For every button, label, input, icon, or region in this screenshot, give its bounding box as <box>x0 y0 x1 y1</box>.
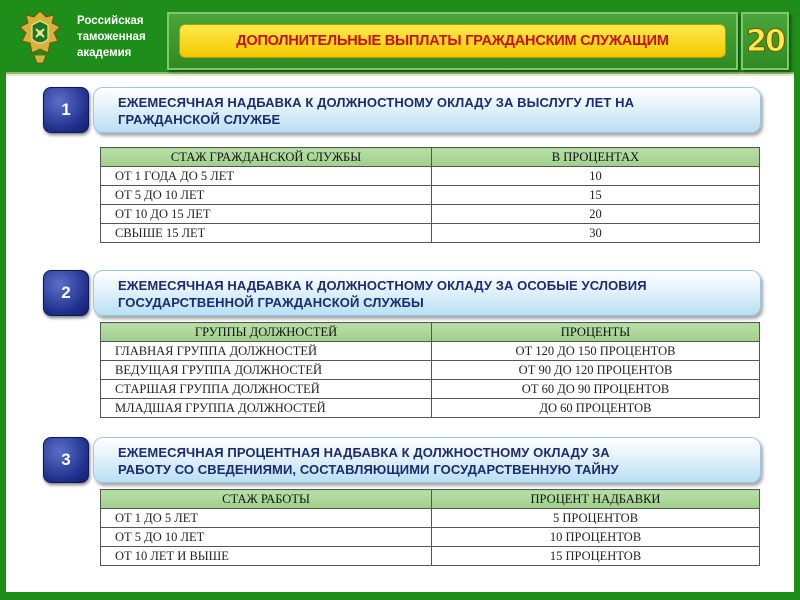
table-cell: ОТ 10 ДО 15 ЛЕТ <box>101 205 432 224</box>
right-border <box>794 74 800 600</box>
organization-name-line: таможенная <box>77 31 146 43</box>
table-cell: ДО 60 ПРОЦЕНТОВ <box>432 399 760 418</box>
table-cell: ОТ 1 ДО 5 ЛЕТ <box>101 509 432 528</box>
slide-number: 20 <box>746 23 784 59</box>
position-groups-table <box>100 322 760 418</box>
section-3-header <box>43 437 761 487</box>
organization-name-line: Российская <box>77 15 144 27</box>
column-header: ПРОЦЕНТЫ <box>432 323 760 342</box>
header-divider <box>6 72 794 76</box>
table-cell: СТАРШАЯ ГРУППА ДОЛЖНОСТЕЙ <box>101 380 432 399</box>
column-header: ГРУППЫ ДОЛЖНОСТЕЙ <box>101 323 432 342</box>
table-cell: СВЫШЕ 15 ЛЕТ <box>101 224 432 243</box>
section-heading-line: ЕЖЕМЕСЯЧНАЯ НАДБАВКА К ДОЛЖНОСТНОМУ ОКЛАДУ ЗА ОСОБЫЕ УСЛОВИЯ <box>118 278 647 293</box>
table-cell: ОТ 1 ГОДА ДО 5 ЛЕТ <box>101 167 432 186</box>
section-heading-line: ГОСУДАРСТВЕННОЙ ГРАЖДАНСКОЙ СЛУЖБЫ <box>118 295 424 310</box>
secret-work-table <box>100 489 760 566</box>
table-row <box>101 528 760 547</box>
table-row <box>101 186 760 205</box>
section-heading-line: ЕЖЕМЕСЯЧНАЯ ПРОЦЕНТНАЯ НАДБАВКА К ДОЛЖНОСТНОМУ ОКЛАДУ ЗА <box>118 445 610 460</box>
section-number: 3 <box>43 437 89 483</box>
column-header: СТАЖ РАБОТЫ <box>101 490 432 509</box>
table-cell: ОТ 60 ДО 90 ПРОЦЕНТОВ <box>432 380 760 399</box>
table-cell: ОТ 5 ДО 10 ЛЕТ <box>101 186 432 205</box>
table-cell: 10 <box>432 167 760 186</box>
table-row <box>101 509 760 528</box>
section-heading-line: РАБОТУ СО СВЕДЕНИЯМИ, СОСТАВЛЯЮЩИМИ ГОСУДАРСТВЕННУЮ ТАЙНУ <box>118 462 619 477</box>
table-row <box>101 167 760 186</box>
table-cell: 10 ПРОЦЕНТОВ <box>432 528 760 547</box>
table-cell: ВЕДУЩАЯ ГРУППА ДОЛЖНОСТЕЙ <box>101 361 432 380</box>
table-row <box>101 380 760 399</box>
table-cell: 20 <box>432 205 760 224</box>
section-heading <box>93 87 761 133</box>
table-row <box>101 342 760 361</box>
section-2-header <box>43 270 761 320</box>
table-row <box>101 399 760 418</box>
table-cell: ОТ 90 ДО 120 ПРОЦЕНТОВ <box>432 361 760 380</box>
section-number: 2 <box>43 270 89 316</box>
table-cell: МЛАДШАЯ ГРУППА ДОЛЖНОСТЕЙ <box>101 399 432 418</box>
bottom-border <box>0 592 800 600</box>
organization-name <box>77 13 167 61</box>
organization-name-line: академия <box>77 47 132 59</box>
section-1-header <box>43 87 761 137</box>
table-row <box>101 547 760 566</box>
column-header: В ПРОЦЕНТАХ <box>432 148 760 167</box>
table-cell: 15 <box>432 186 760 205</box>
title-plate <box>179 24 726 58</box>
column-header: СТАЖ ГРАЖДАНСКОЙ СЛУЖБЫ <box>101 148 432 167</box>
table-row <box>101 361 760 380</box>
table-header-row <box>101 148 760 167</box>
section-heading <box>93 270 761 316</box>
table-cell: ОТ 10 ЛЕТ И ВЫШЕ <box>101 547 432 566</box>
table-cell: ОТ 5 ДО 10 ЛЕТ <box>101 528 432 547</box>
title-panel <box>167 12 738 70</box>
table-header-row <box>101 323 760 342</box>
table-cell: 30 <box>432 224 760 243</box>
table-cell: 15 ПРОЦЕНТОВ <box>432 547 760 566</box>
table-cell: 5 ПРОЦЕНТОВ <box>432 509 760 528</box>
table-row <box>101 224 760 243</box>
left-border <box>0 74 6 600</box>
seniority-table <box>100 147 760 243</box>
section-heading-line: ГРАЖДАНСКОЙ СЛУЖБЕ <box>118 112 281 127</box>
emblem-icon <box>16 9 64 65</box>
column-header: ПРОЦЕНТ НАДБАВКИ <box>432 490 760 509</box>
table-cell: ОТ 120 ДО 150 ПРОЦЕНТОВ <box>432 342 760 361</box>
section-number: 1 <box>43 87 89 133</box>
section-heading <box>93 437 761 483</box>
table-header-row <box>101 490 760 509</box>
table-cell: ГЛАВНАЯ ГРУППА ДОЛЖНОСТЕЙ <box>101 342 432 361</box>
table-row <box>101 205 760 224</box>
page-title: ДОПОЛНИТЕЛЬНЫЕ ВЫПЛАТЫ ГРАЖДАНСКИМ СЛУЖАЩИМ <box>236 33 669 49</box>
slide-number-badge <box>741 12 789 70</box>
section-heading-line: ЕЖЕМЕСЯЧНАЯ НАДБАВКА К ДОЛЖНОСТНОМУ ОКЛАДУ ЗА ВЫСЛУГУ ЛЕТ НА <box>118 95 635 110</box>
